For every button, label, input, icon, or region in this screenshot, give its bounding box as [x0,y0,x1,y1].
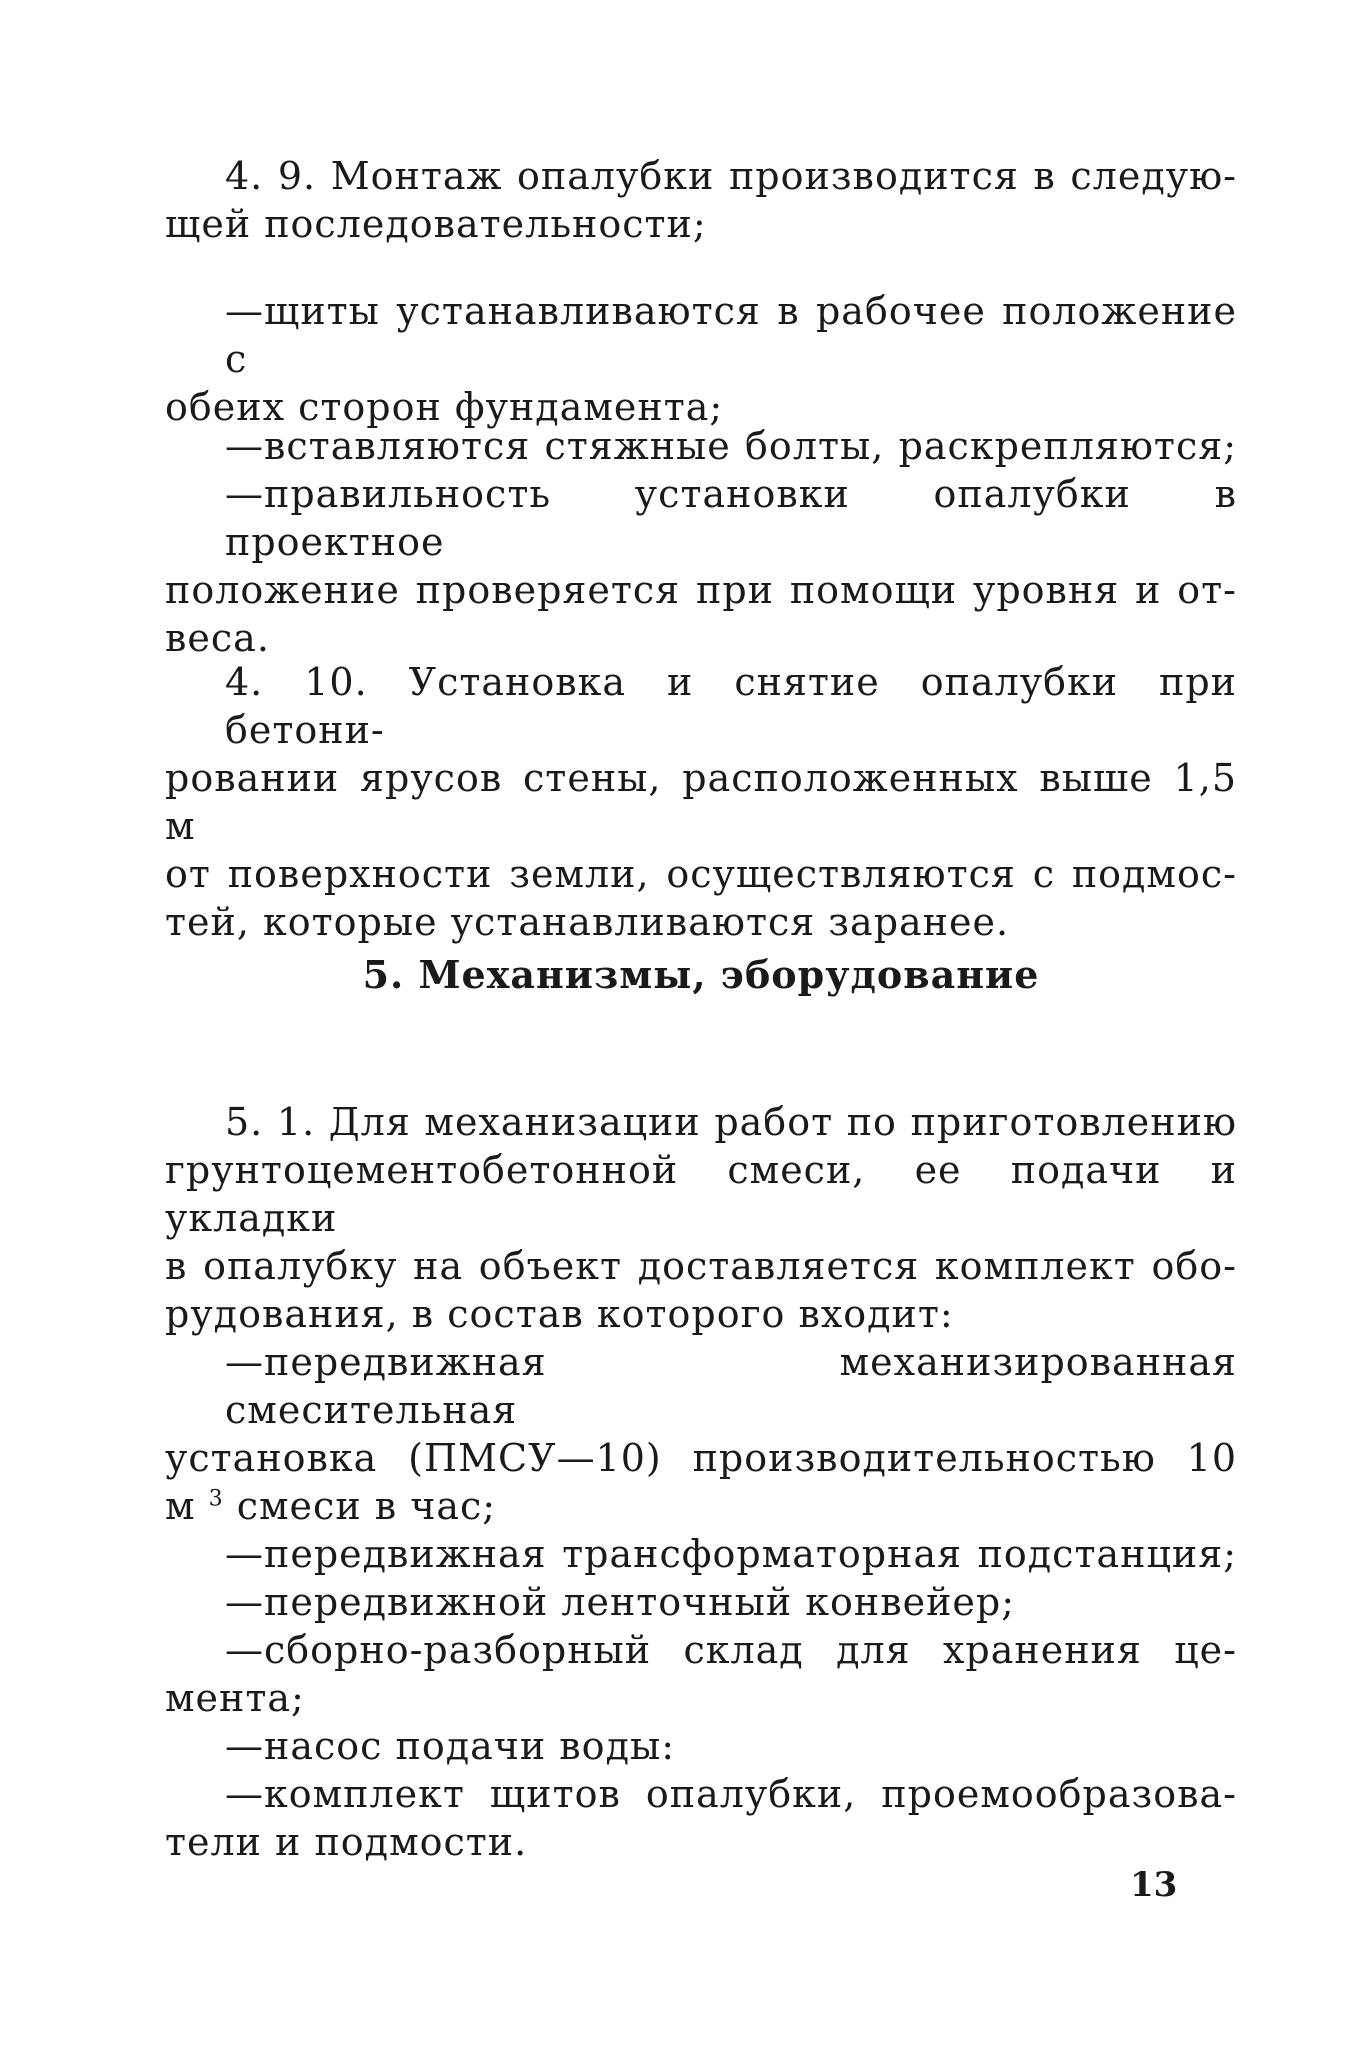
paragraph-line: положение проверяется при помощи уровня и от- [165,568,1237,612]
list-item-text: смеси в час; [223,1484,497,1528]
paragraph-line: —вставляются стяжные болты, раскрепляются; [225,424,1237,468]
paragraph-4-10 [165,658,1237,946]
paragraph-line: 5. 1. Для механизации работ по приготовлению [225,1100,1237,1144]
paragraph-5-1 [165,1098,1237,1866]
list-item-shields [165,287,1237,431]
superscript: 3 [208,1486,224,1512]
list-item-line: —насос подачи воды: [225,1724,676,1768]
list-item-line: —передвижная механизированная смесительная [225,1340,1237,1432]
paragraph-line: от поверхности земли, осуществляются с подмос- [165,852,1237,896]
paragraph-line: —щиты устанавливаются в рабочее положение с [225,289,1237,381]
paragraph-line: обеих сторон фундамента; [165,385,724,429]
page-number: 13 [1130,1865,1178,1905]
list-item-line: —передвижная трансформаторная подстанция; [225,1532,1237,1576]
paragraph-line: рудования, в состав которого входит: [165,1292,954,1336]
paragraph-line: грунтоцементобетонной смеси, ее подачи и укладки [165,1148,1237,1240]
unit-text: м [165,1484,209,1528]
list-item-bolts [165,422,1237,662]
paragraph-line: ровании ярусов стены, расположенных выше 1,5 м [165,756,1237,848]
list-item-line: —передвижной ленточный конвейер; [225,1580,1016,1624]
paragraph-line: щей последовательности; [165,202,707,246]
section-heading: 5. Механизмы, эборудование [362,952,1040,997]
paragraph-4-9 [165,152,1237,248]
list-item-line: установка (ПМСУ—10) производительностью 10 [165,1436,1237,1480]
paragraph-line: в опалубку на объект доставляется комплект обо- [165,1244,1237,1288]
list-item-line [165,1482,1237,1530]
paragraph-line: веса. [165,616,270,660]
list-item-line: —сборно-разборный склад для хранения це- [225,1628,1237,1672]
list-item-line: мента; [165,1676,305,1720]
paragraph-line: 4. 9. Монтаж опалубки производится в следую- [225,154,1237,198]
list-item-line: —комплект щитов опалубки, проемообразова- [225,1772,1237,1816]
paragraph-line: тей, которые устанавливаются заранее. [165,900,1010,944]
paragraph-line: —правильность установки опалубки в проектное [225,472,1237,564]
paragraph-line: 4. 10. Установка и снятие опалубки при бетони- [225,660,1237,752]
list-item-line: тели и подмости. [165,1820,528,1864]
